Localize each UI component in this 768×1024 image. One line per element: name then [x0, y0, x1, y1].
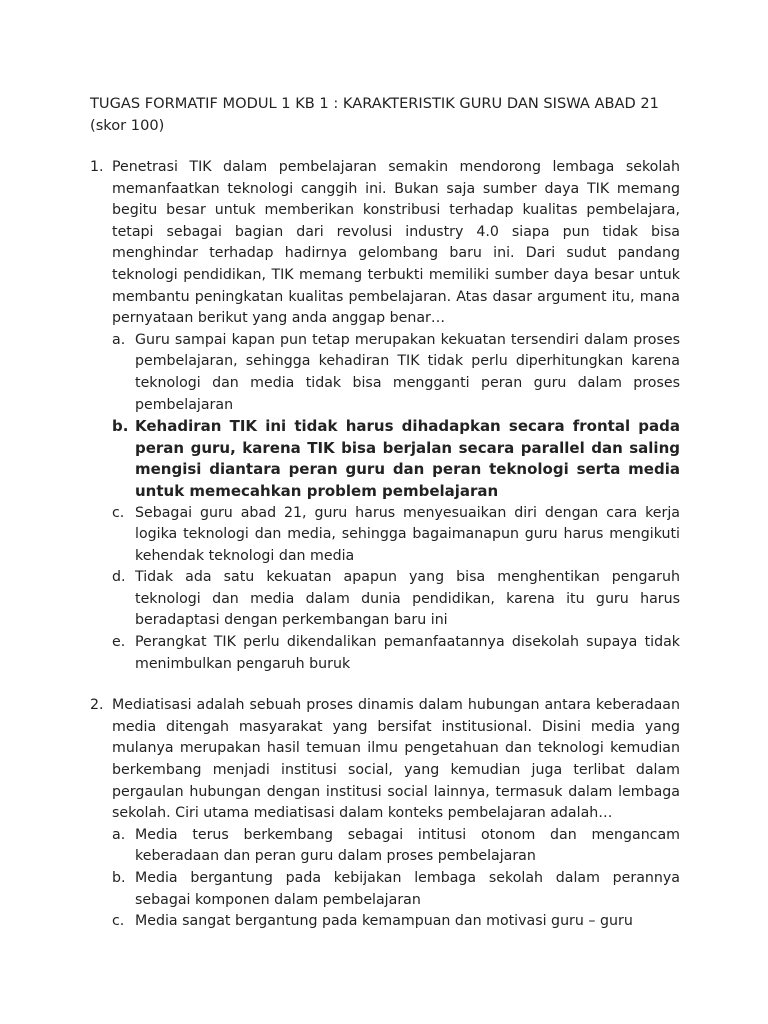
option-label: a. — [112, 331, 126, 348]
option-label: b. — [112, 417, 129, 436]
option-label: c. — [112, 913, 125, 930]
option-label: e. — [112, 634, 126, 651]
option-list — [112, 330, 680, 676]
option-text: Sebagai guru abad 21, guru harus menyesuaikan diri dengan cara kerja logika teknologi dan media, sehingga bagaimanapun guru harus mengikuti kehendak teknologi dan media — [135, 504, 680, 564]
option-item — [112, 825, 680, 868]
option-item — [112, 330, 680, 416]
option-item — [112, 911, 680, 933]
option-text: Media bergantung pada kebijakan lembaga sekolah dalam perannya sebagai komponen dalam pembelajaran — [135, 870, 680, 908]
option-text: Perangkat TIK perlu dikendalikan pemanfaatannya disekolah supaya tidak menimbulkan pengaruh buruk — [135, 634, 680, 672]
option-item — [112, 503, 680, 568]
question-stem: Mediatisasi adalah sebuah proses dinamis dalam hubungan antara keberadaan media ditengah masyarakat yang bersifat institusional. Disini media yang mulanya merupakan hasil temuan ilmu pengetahuan dan teknologi kemudian berkembang menjadi institusi social, yang kemudian juga terlibat dalam pergaulan hubungan dengan institusi social lainnya, termasuk dalam lembaga sekolah. Ciri utama mediatisasi dalam konteks pembelajaran adalah… — [112, 697, 680, 822]
option-text: Media sangat bergantung pada kemampuan dan motivasi guru – guru — [135, 913, 633, 930]
option-item — [112, 868, 680, 911]
option-label: c. — [112, 504, 125, 521]
option-item — [112, 567, 680, 632]
option-text: Guru sampai kapan pun tetap merupakan kekuatan tersendiri dalam proses pembelajaran, sehingga kehadiran TIK tidak perlu diperhitungkan karena teknologi dan media tidak bisa mengganti peran guru dalam proses pembelajaran — [135, 331, 680, 413]
question-number: 1. — [90, 159, 104, 175]
option-text: Kehadiran TIK ini tidak harus dihadapkan secara frontal pada peran guru, karena TIK bisa berjalan secara parallel dan saling mengisi diantara peran guru dan peran teknologi serta media untuk memecahkan problem pembelajaran — [135, 417, 680, 500]
option-text: Media terus berkembang sebagai intitusi otonom dan mengancam keberadaan dan peran guru dalam proses pembelajaran — [135, 826, 680, 865]
option-label: d. — [112, 569, 126, 586]
option-label: a. — [112, 826, 126, 843]
question-list — [90, 157, 680, 933]
option-text: Tidak ada satu kekuatan apapun yang bisa menghentikan pengaruh teknologi dan media dalam dunia pendidikan, karena itu guru harus beradaptasi dengan perkembangan baru ini — [135, 569, 680, 629]
page-title: TUGAS FORMATIF MODUL 1 KB 1 : KARAKTERISTIK GURU DAN SISWA ABAD 21 (skor 100) — [90, 95, 659, 134]
question-stem: Penetrasi TIK dalam pembelajaran semakin mendorong lembaga sekolah memanfaatkan teknologi canggih ini. Bukan saja sumber daya TIK memang begitu besar untuk memberikan konstribusi terhadap kualitas pembelajara, tetapi sebagai bagian dari revolusi industry 4.0 siapa pun tidak bisa menghindar terhadap hadirnya gelombang baru ini. Dari sudut pandang teknologi pendidikan, TIK memang terbukti memiliki sumber daya besar untuk membantu peningkatan kualitas pembelajaran. Atas dasar argument itu, mana pernyataan berikut yang anda anggap benar… — [112, 159, 680, 327]
option-item-selected — [112, 416, 680, 502]
question-item — [90, 695, 680, 933]
option-label: b. — [112, 870, 126, 886]
question-item — [90, 157, 680, 675]
option-list — [112, 825, 680, 933]
question-number: 2. — [90, 697, 104, 714]
option-item — [112, 632, 680, 675]
